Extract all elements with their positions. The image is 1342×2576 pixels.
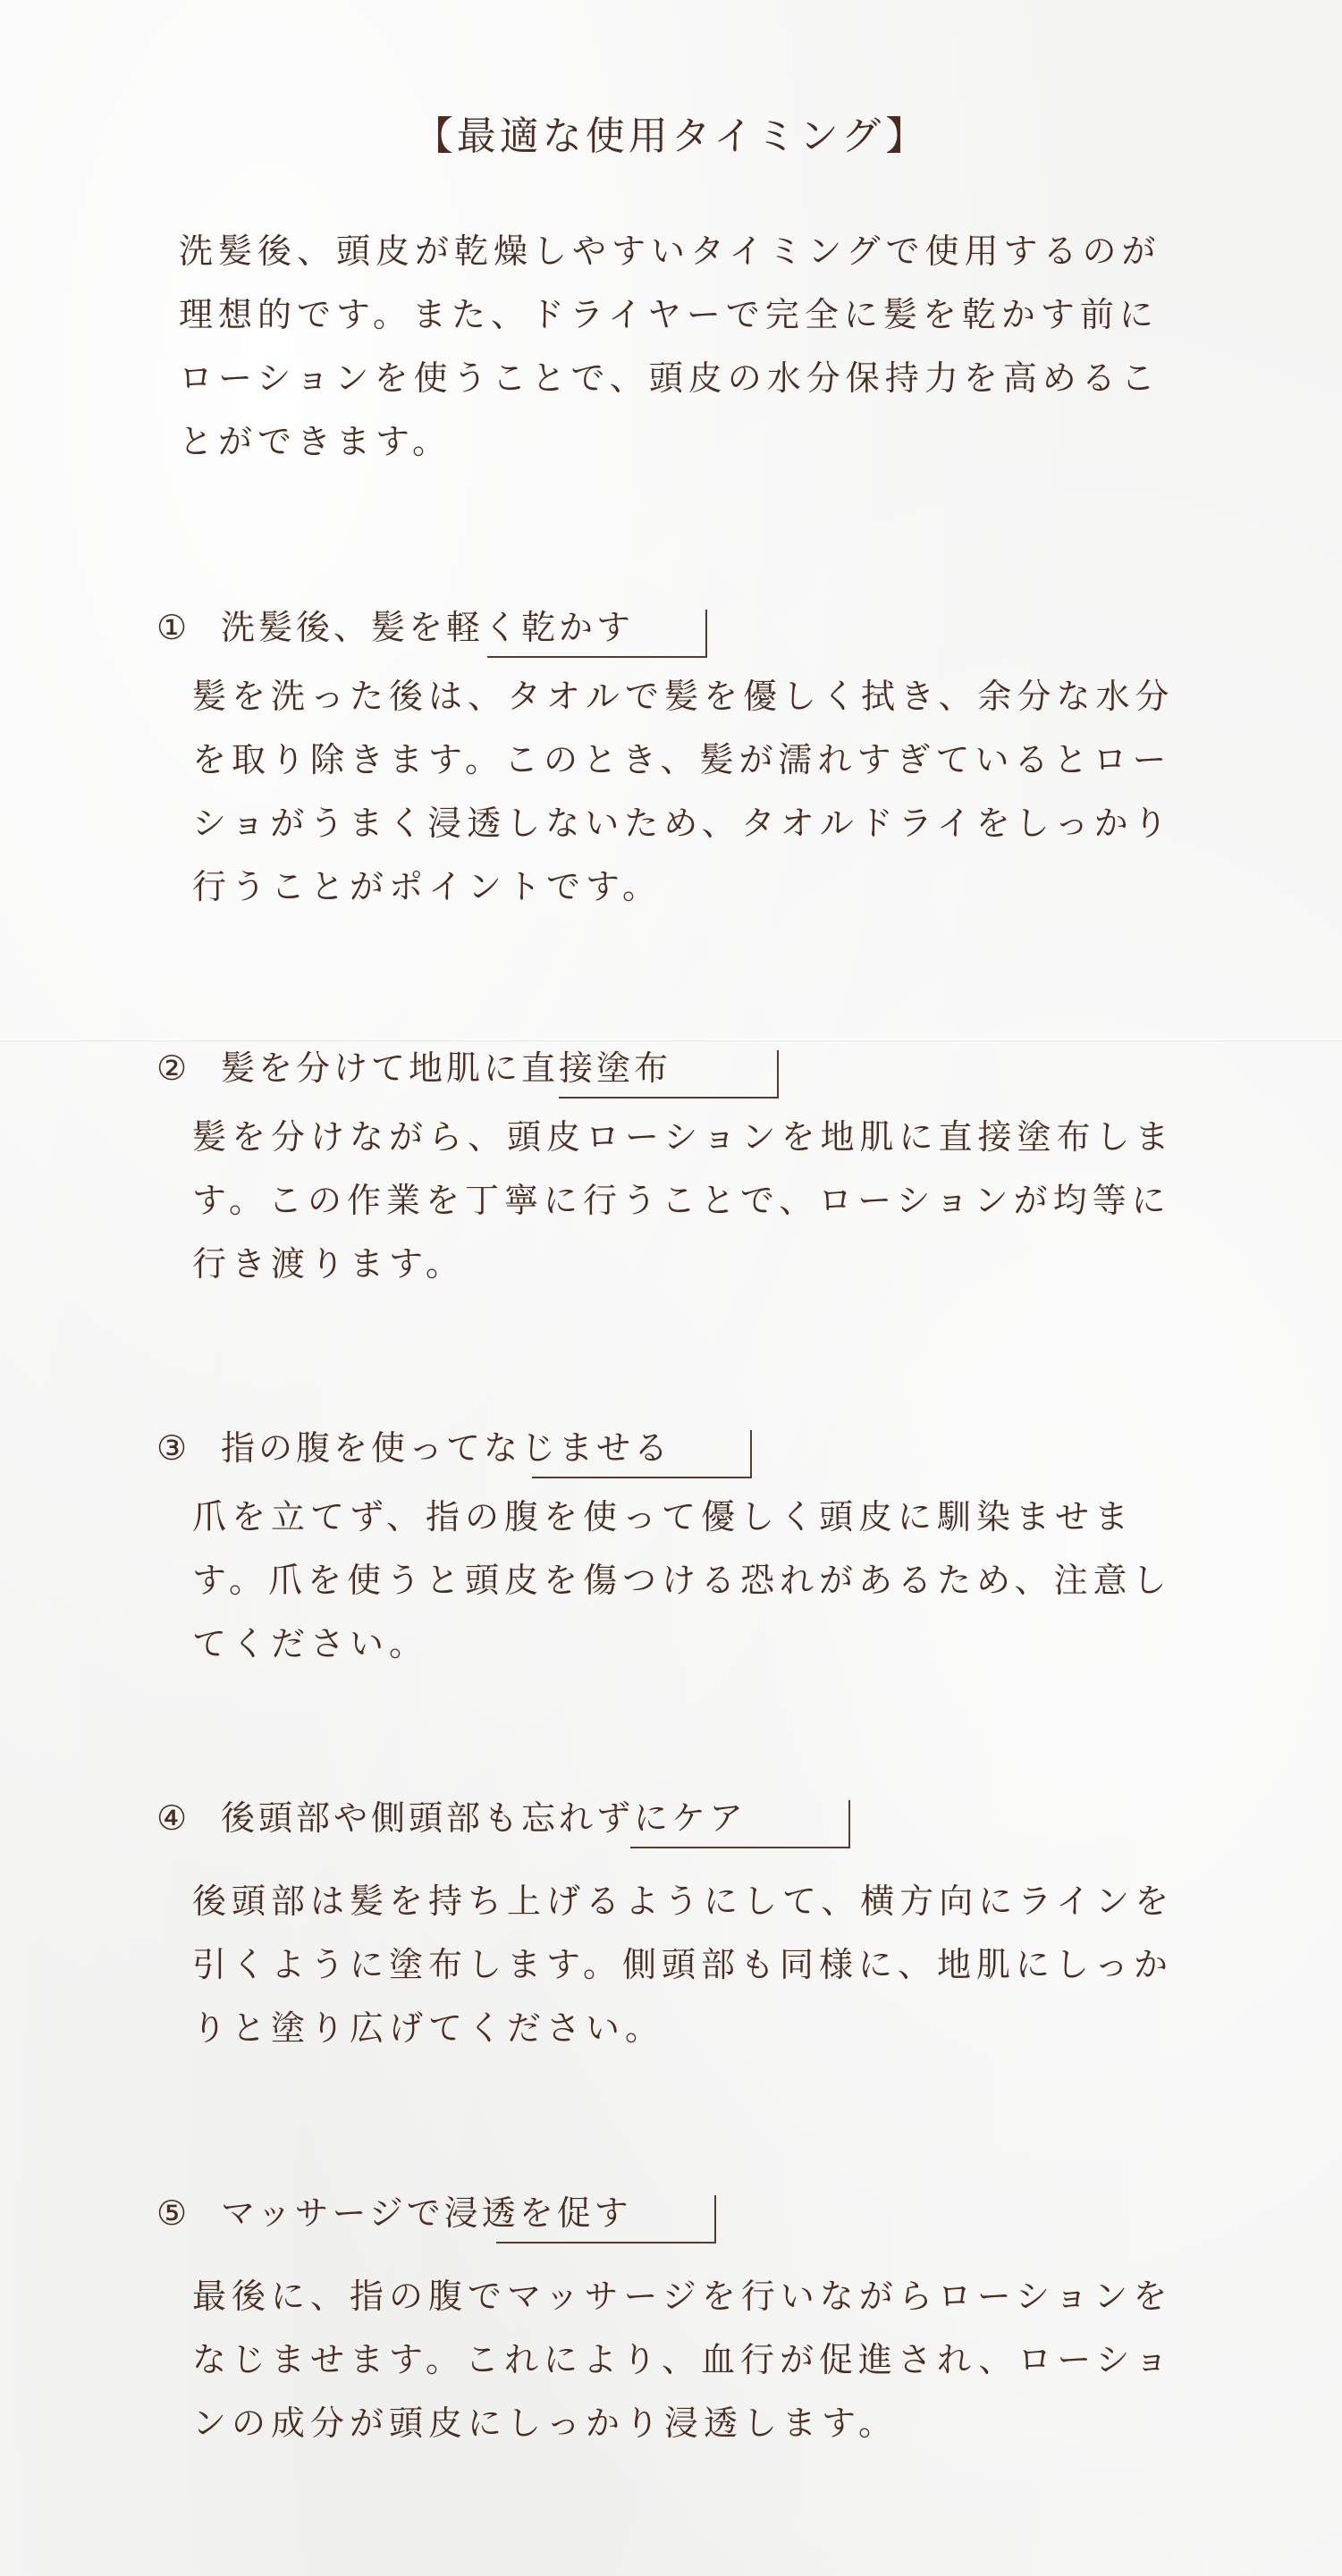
step-1 [156, 601, 1194, 919]
step-description: 髪を洗った後は、タオルで髪を優しく拭き、余分な水分を取り除きます。このとき、髪が濡れすぎているとローショがうまく浸透しないため、タオルドライをしっかり行うことがポイントです。 [192, 677, 1175, 906]
heading-underline-bracket [496, 2195, 716, 2243]
step-header [156, 1041, 1194, 1104]
step-heading: 後頭部や側頭部も忘れずにケア [221, 1798, 747, 1838]
step-number: ⑤ [156, 2193, 191, 2233]
step-heading: 髪を分けて地肌に直接塗布 [221, 1048, 672, 1088]
step-3 [156, 1421, 1194, 1676]
step-heading: マッサージで浸透を促す [221, 2193, 632, 2233]
step-header [156, 1421, 1194, 1484]
page-title: 【最適な使用タイミング】 [413, 114, 929, 159]
heading-underline-bracket [532, 1430, 752, 1478]
heading-underline-bracket [559, 1050, 779, 1099]
heading-underline-bracket [487, 610, 707, 658]
step-4 [156, 1791, 1194, 2060]
divider [0, 1039, 1342, 1040]
step-description: 後頭部は髪を持ち上げるようにして、横方向にラインを引くように塗布します。側頭部も同様に、地肌にしっかりと塗り広げてください。 [192, 1881, 1175, 2048]
step-description: 最後に、指の腹でマッサージを行いながらローションをなじませます。これにより、血行が促進され、ローションの成分が頭皮にしっかり浸透します。 [192, 2277, 1174, 2443]
step-description: 爪を立てず、指の腹を使って優しく頭皮に馴染ませます。爪を使うと頭皮を傷つける恐れがあるため、注意してください。 [192, 1497, 1172, 1663]
step-5 [156, 2186, 1194, 2455]
step-number: ④ [156, 1798, 191, 1838]
step-number: ① [156, 608, 191, 647]
step-heading: 洗髪後、髪を軽く乾かす [221, 608, 635, 647]
heading-underline-bracket [630, 1800, 850, 1848]
step-header [156, 601, 1194, 663]
step-number: ③ [156, 1428, 191, 1468]
step-heading: 指の腹を使ってなじませる [221, 1428, 672, 1468]
step-number: ② [156, 1048, 191, 1088]
step-header [156, 1791, 1194, 1854]
step-2 [156, 1041, 1194, 1296]
intro-paragraph: 洗髪後、頭皮が乾燥しやすいタイミングで使用するのが理想的です。また、ドライヤーで完全に髪を乾かす前にローションを使うことで、頭皮の水分保持力を高めることができます。 [179, 232, 1161, 461]
step-header [156, 2186, 1194, 2249]
step-description: 髪を分けながら、頭皮ローションを地肌に直接塗布します。この作業を丁寧に行うことで、ローションが均等に行き渡ります。 [192, 1117, 1175, 1284]
